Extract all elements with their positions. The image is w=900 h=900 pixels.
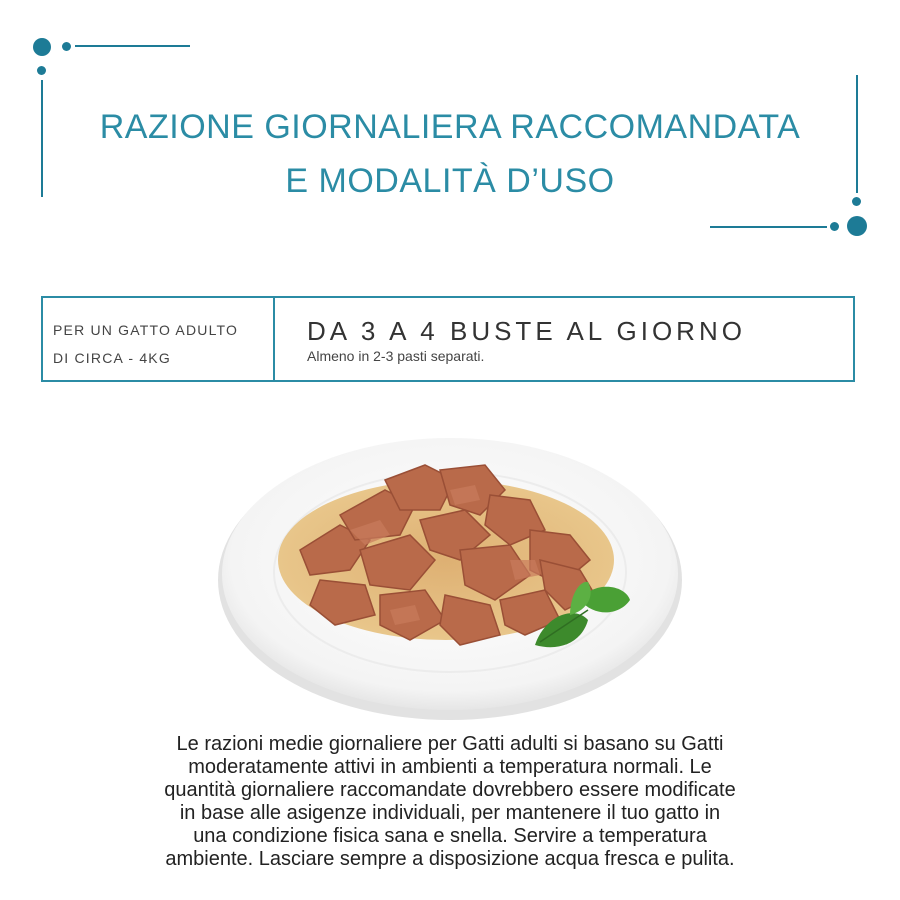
decor-line [710, 226, 827, 228]
description-line: moderatamente attivi in ambienti a temperatura normali. Le [188, 756, 712, 778]
title-line-2: E MODALITÀ D’USO [285, 162, 615, 200]
description-line: quantità giornaliere raccomandate dovrebbero essere modificate [164, 779, 736, 801]
decor-line [75, 45, 190, 47]
decor-dot-small [37, 66, 46, 75]
decor-dot-small [830, 222, 839, 231]
ration-amount [275, 298, 746, 380]
ration-target-line-2: DI CIRCA - 4KG [53, 350, 171, 366]
decor-dot-large [847, 216, 867, 236]
title-line-1: RAZIONE GIORNALIERA RACCOMANDATA [99, 108, 801, 146]
description-line: una condizione fisica sana e snella. Servire a temperatura [193, 825, 707, 847]
description-line: Le razioni medie giornaliere per Gatti adulti si basano su Gatti [176, 733, 724, 755]
plate-illustration [210, 410, 690, 730]
description-line: ambiente. Lasciare sempre a disposizione acqua fresca e pulita. [165, 848, 735, 870]
ration-note: Almeno in 2-3 pasti separati. [307, 348, 485, 364]
description-line: in base alle asigenze individuali, per mantenere il tuo gatto in [179, 802, 721, 824]
ration-amount-text: DA 3 A 4 BUSTE AL GIORNO [307, 316, 746, 346]
plate-with-food-icon [210, 410, 690, 730]
page-title [40, 100, 860, 208]
ration-target-line-1: PER UN GATTO ADULTO [53, 322, 239, 338]
decor-dot-small [62, 42, 71, 51]
ration-target [43, 298, 275, 380]
feeding-description [60, 733, 840, 871]
ration-info-box [41, 296, 855, 382]
decor-dot-large [33, 38, 51, 56]
